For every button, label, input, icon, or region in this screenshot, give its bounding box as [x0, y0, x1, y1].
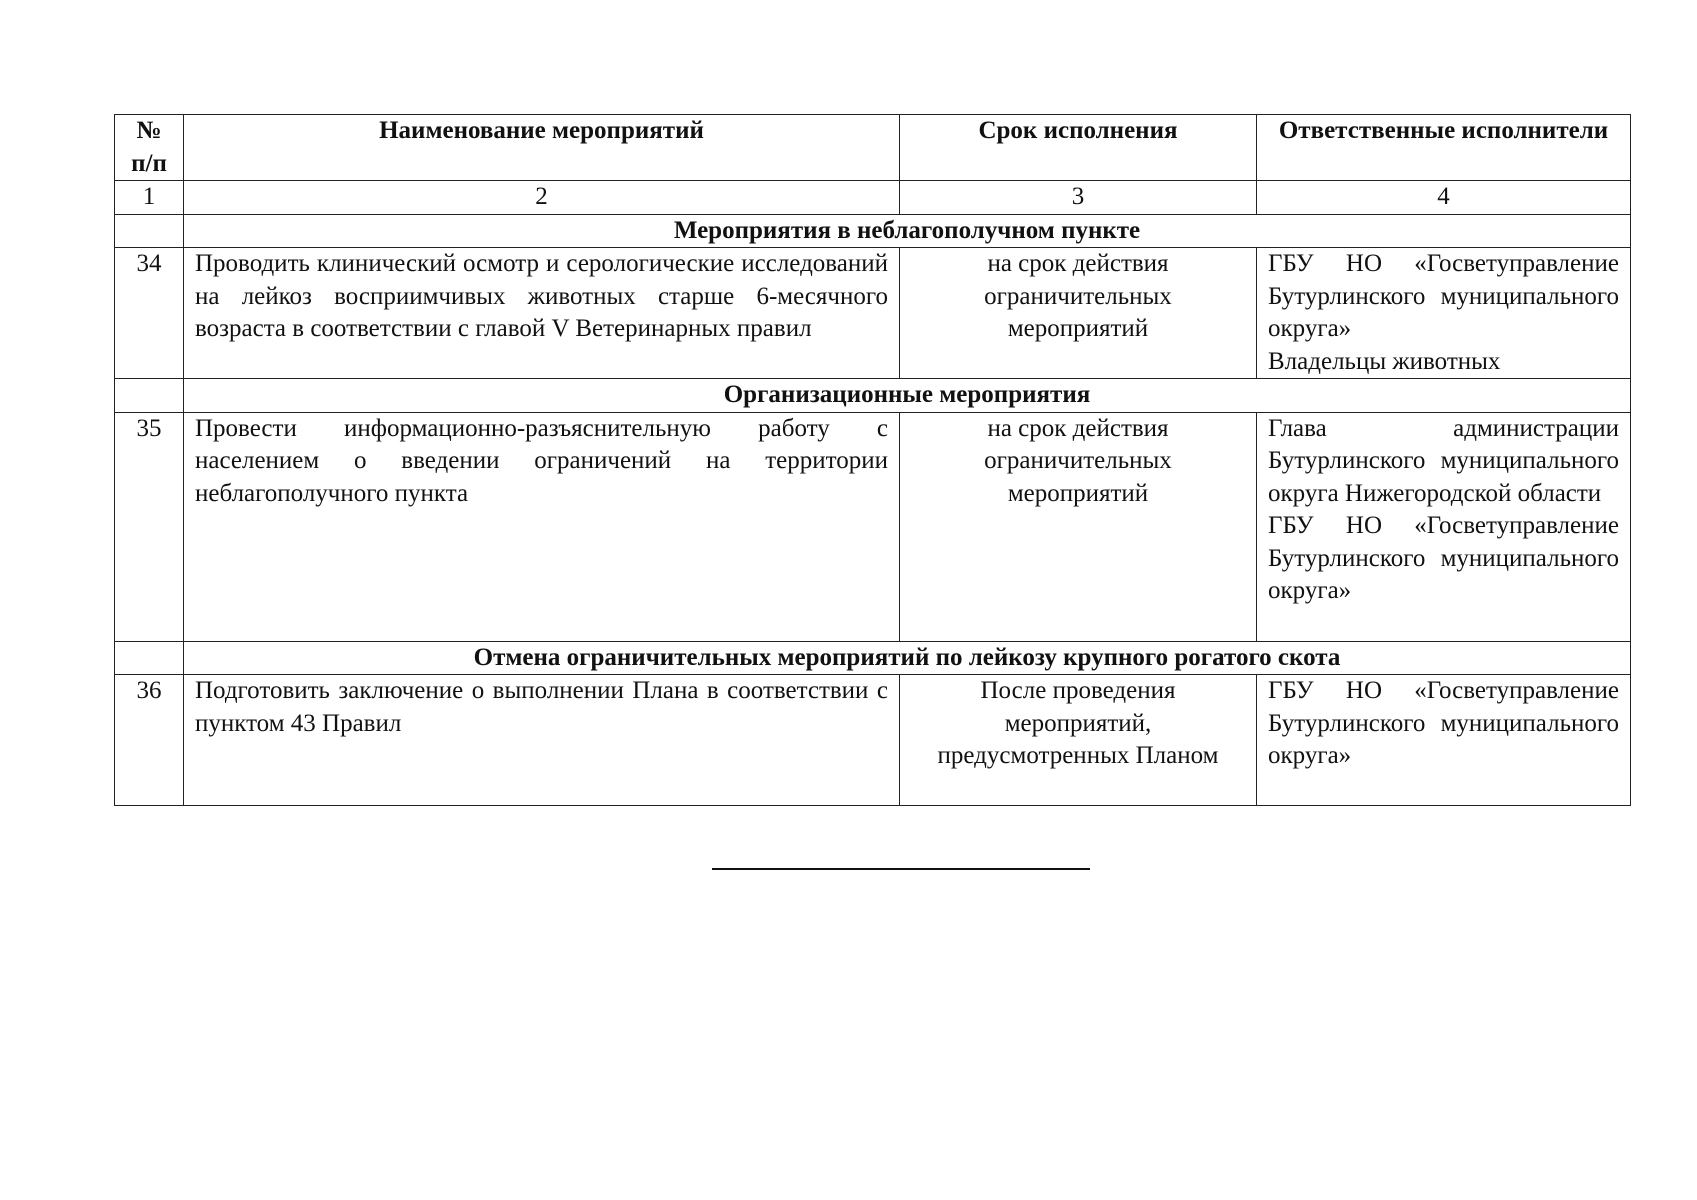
measure-term: на срок действия ограничительных мероприятий — [900, 248, 1257, 379]
column-number: 4 — [1257, 181, 1631, 215]
section-row — [115, 379, 1631, 413]
measure-term: После проведения мероприятий, предусмотренных Планом — [900, 675, 1257, 806]
measure-name: Проводить клинический осмотр и серологические исследований на лейкоз восприимчивых животных старше 6-месячного возраста в соответствии с главой V Ветеринарных правил — [184, 248, 900, 379]
header-term: Срок исполнения — [900, 115, 1257, 181]
table-header-row — [115, 115, 1631, 181]
section-title: Организационные мероприятия — [184, 379, 1631, 413]
section-spacer-cell — [115, 379, 184, 413]
responsible-entry: Владельцы животных — [1268, 347, 1501, 375]
table-row — [115, 248, 1631, 379]
row-number: 36 — [115, 675, 184, 806]
header-num: № п/п — [115, 115, 184, 181]
row-number: 34 — [115, 248, 184, 379]
column-number: 2 — [184, 181, 900, 215]
responsible-entry: ГБУ НО «Госветуправление Бутурлинского муниципального округа» — [1268, 512, 1619, 604]
measures-table — [114, 114, 1631, 806]
section-title: Мероприятия в неблагополучном пункте — [184, 214, 1631, 248]
measure-name: Провести информационно-разъяснительную работу с населением о введении ограничений на территории неблагополучного пункта — [184, 412, 900, 641]
column-number: 3 — [900, 181, 1257, 215]
responsible-entry: ГБУ НО «Госветуправление Бутурлинского муниципального округа» — [1268, 677, 1619, 769]
header-name: Наименование мероприятий — [184, 115, 900, 181]
measure-name: Подготовить заключение о выполнении Плана в соответствии с пунктом 43 Правил — [184, 675, 900, 806]
measure-term: на срок действия ограничительных мероприятий — [900, 412, 1257, 641]
column-number: 1 — [115, 181, 184, 215]
section-row — [115, 214, 1631, 248]
measure-responsible — [1257, 248, 1631, 379]
header-responsible: Ответственные исполнители — [1257, 115, 1631, 181]
column-number-row — [115, 181, 1631, 215]
table-row — [115, 675, 1631, 806]
measure-responsible — [1257, 675, 1631, 806]
row-number: 35 — [115, 412, 184, 641]
section-spacer-cell — [115, 641, 184, 675]
end-of-document-line — [712, 868, 1090, 870]
table-row — [115, 412, 1631, 641]
measure-responsible — [1257, 412, 1631, 641]
section-spacer-cell — [115, 214, 184, 248]
responsible-entry: Глава администрации Бутурлинского муниципального округа Нижегородской области — [1268, 414, 1619, 507]
responsible-entry: ГБУ НО «Госветуправление Бутурлинского муниципального округа» — [1268, 250, 1619, 342]
section-row — [115, 641, 1631, 675]
section-title: Отмена ограничительных мероприятий по лейкозу крупного рогатого скота — [184, 641, 1631, 675]
